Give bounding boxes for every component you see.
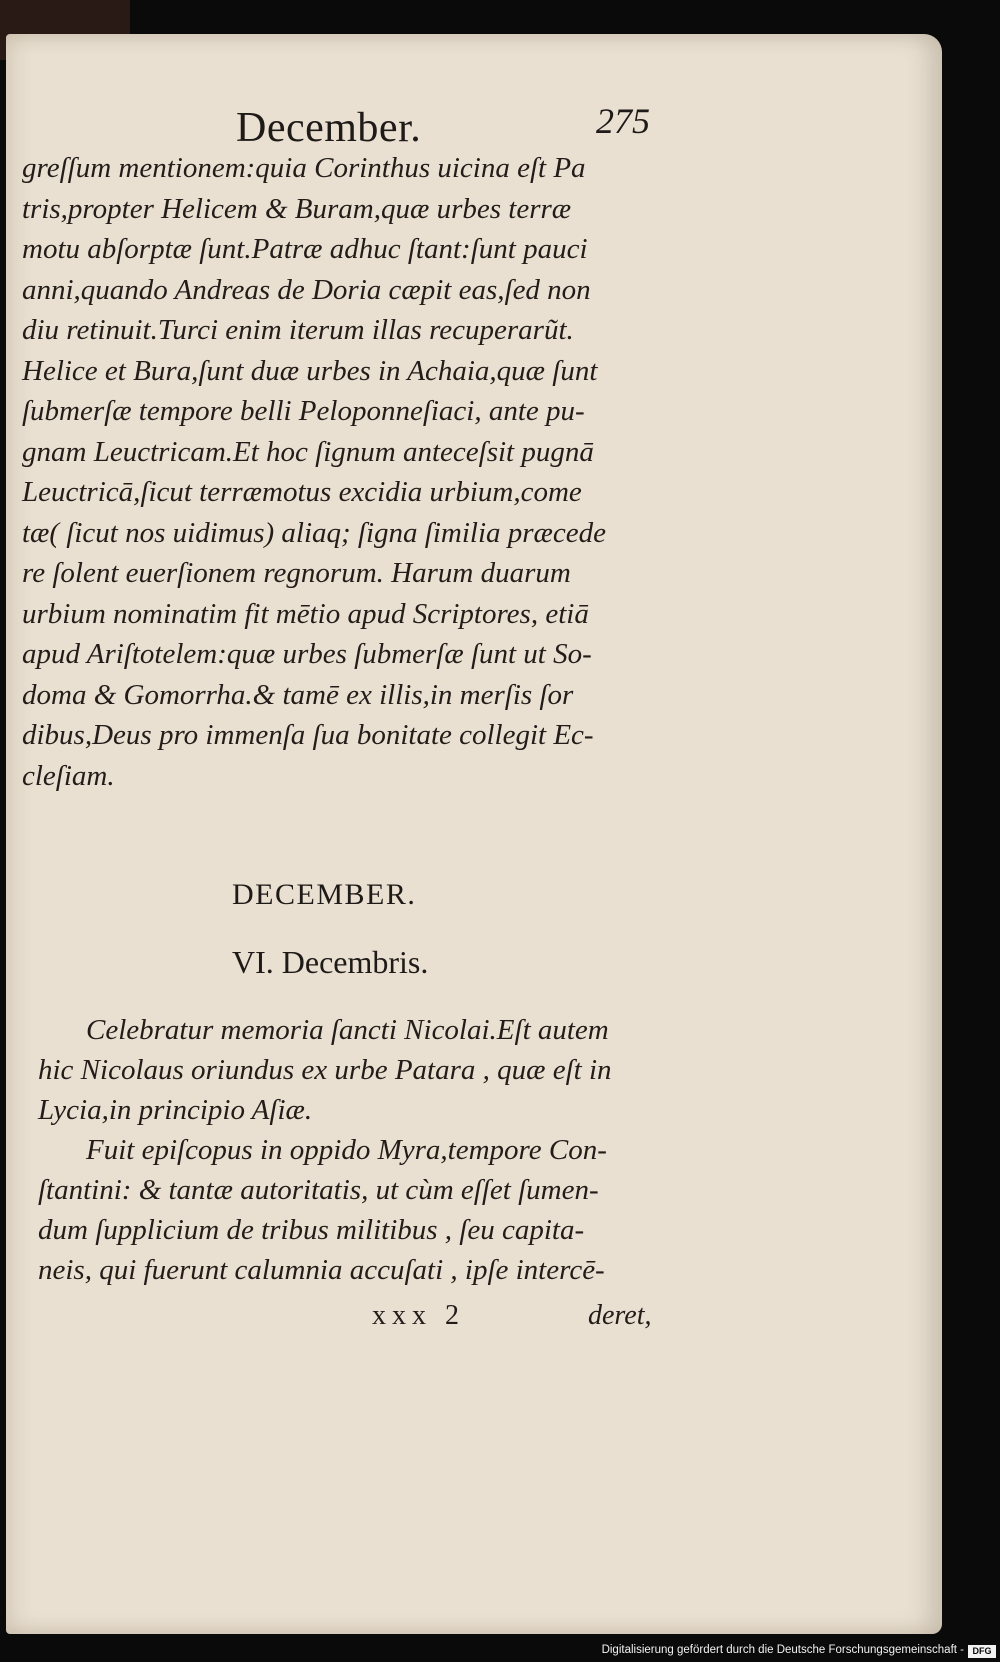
text-line: gnam Leuctricam.Et hoc ſignum anteceſsit pugnā [22,435,594,468]
page-number: 275 [596,101,650,141]
text-line: Lycia,in principio Aſiæ. [38,1094,313,1126]
text-line: ſubmerſæ tempore belli Peloponneſiaci, ante pu- [22,395,585,427]
text-line: Leuctricā,ſicut terræmotus excidia urbium,come [22,476,582,508]
section-subtitle: VI. Decembris. [232,944,429,980]
text-line: Fuit epiſcopus in oppido Myra,tempore Con- [86,1134,607,1166]
text-line: motu abſorptæ ſunt.Patræ adhuc ſtant:ſunt pauci [22,233,588,265]
section-title: DECEMBER. [232,878,417,911]
text-line: re ſolent euerſionem regnorum. Harum duarum [22,557,571,589]
text-line: apud Ariſtotelem:quæ urbes ſubmerſæ ſunt ut So- [22,638,592,670]
text-block-1 [22,148,682,796]
text-line: anni,quando Andreas de Doria cæpit eas,ſed non [22,273,591,306]
text-line: dibus,Deus pro immenſa ſua bonitate collegit Ec- [22,719,594,751]
dfg-logo-icon: DFG [968,1645,996,1658]
text-block-2 [38,1010,698,1290]
text-line: tæ( ſicut nos uidimus) aliaq; ſigna ſimilia præcede [22,516,606,549]
text-line: greſſum mentionem:quia Corinthus uicina eſt Pa [22,152,586,184]
text-line: urbium nominatim fit mētio apud Scriptores, etiā [22,597,589,630]
text-line: doma & Gomorrha.& tamē ex illis,in merſis ſor [22,678,574,711]
text-line: neis, qui fuerunt calumnia accuſati , ipſe intercē- [38,1254,605,1286]
text-line: cleſiam. [22,759,115,792]
text-line: hic Nicolaus oriundus ex urbe Patara , quæ eſt in [38,1054,612,1086]
text-line: diu retinuit.Turci enim iterum illas recuperarũt. [22,314,574,346]
running-head: December. [236,105,422,151]
text-line: tris,propter Helicem & Buram,quæ urbes terræ [22,192,572,225]
text-line: Celebratur memoria ſancti Nicolai.Eſt autem [86,1014,609,1046]
text-line: Helice et Bura,ſunt duæ urbes in Achaia,quæ ſunt [22,354,598,387]
text-line: ſtantini: & tantæ autoritatis, ut cùm eſſet ſumen- [38,1174,599,1206]
signature-mark: xxx 2 [372,1300,465,1331]
text-line: dum ſupplicium de tribus militibus , ſeu capita- [38,1214,585,1246]
catchword: deret, [588,1300,652,1331]
digitization-credit: Digitalisierung gefördert durch die Deutsche Forschungsgemeinschaft - [601,1644,964,1656]
